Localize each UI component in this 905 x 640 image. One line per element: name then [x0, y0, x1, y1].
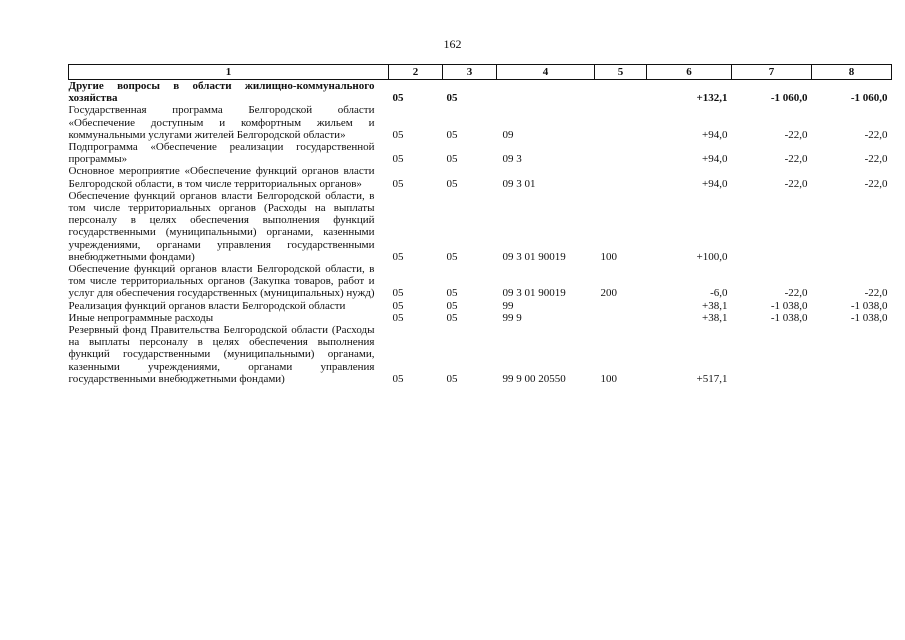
column-header: 6: [647, 65, 732, 80]
amount-col7: -1 038,0: [770, 311, 808, 324]
column-header: 1: [69, 65, 389, 80]
section-code: 05: [392, 153, 404, 166]
amount-col7: -22,0: [784, 153, 808, 166]
expense-type-code: [595, 165, 647, 189]
target-article-code: 09: [502, 128, 514, 141]
amount-col7: -22,0: [784, 177, 808, 190]
expense-type-code: 100: [600, 250, 617, 263]
row-name: Обеспечение функций органов власти Белгородской области, в том числе территориальных органов (Закупка товаров, работ и услуг для обеспечения государственных (муниципальных) нужд): [68, 263, 375, 300]
row-name: Реализация функций органов власти Белгородской области: [68, 299, 346, 312]
amount-col8: -22,0: [864, 128, 888, 141]
amount-col8: [812, 190, 892, 263]
amount-col7: -1 060,0: [770, 92, 808, 105]
table-row: [69, 312, 892, 324]
section-code: 05: [392, 128, 404, 141]
row-name: Обеспечение функций органов власти Белгородской области, в том числе территориальных органов (Расходы на выплаты персоналу в целях обеспечения выполнения функций государственными (муниципальными) органами, казенными учреждениями, органами управления государственными внебюджетными фондами): [68, 189, 375, 263]
amount-col6: -6,0: [710, 287, 728, 300]
row-name: Иные непрограммные расходы: [68, 311, 214, 324]
table-row: [69, 165, 892, 189]
expense-type-code: [595, 80, 647, 105]
row-name: Подпрограмма «Обеспечение реализации государственной программы»: [68, 141, 375, 166]
section-code: 05: [392, 177, 404, 190]
amount-col8: -22,0: [864, 287, 888, 300]
target-article-code: 09 3 01: [502, 177, 536, 190]
budget-table: [68, 64, 892, 385]
section-code: 05: [392, 299, 404, 312]
subsection-code: 05: [446, 299, 458, 312]
amount-col7: [732, 190, 812, 263]
section-code: 05: [392, 250, 404, 263]
amount-col6: +94,0: [702, 128, 728, 141]
amount-col6: +38,1: [702, 311, 728, 324]
amount-col7: -22,0: [784, 128, 808, 141]
section-code: 05: [392, 311, 404, 324]
target-article-code: 99 9 00 20550: [502, 372, 566, 385]
expense-type-code: [595, 141, 647, 165]
amount-col7: -1 038,0: [770, 299, 808, 312]
table-row: [69, 300, 892, 312]
amount-col8: -22,0: [864, 153, 888, 166]
section-code: 05: [392, 372, 404, 385]
amount-col8: -22,0: [864, 177, 888, 190]
table-row: [69, 324, 892, 385]
amount-col8: -1 038,0: [850, 311, 888, 324]
row-name: Государственная программа Белгородской области «Обеспечение доступным и комфортным жильем и коммунальными услугами жителей Белгородской области»: [68, 104, 375, 141]
target-article-code: 09 3 01 90019: [502, 250, 566, 263]
amount-col7: -22,0: [784, 287, 808, 300]
subsection-code: 05: [446, 128, 458, 141]
amount-col8: -1 060,0: [850, 92, 888, 105]
amount-col6: +132,1: [696, 92, 728, 105]
row-name: Основное мероприятие «Обеспечение функций органов власти Белгородской области, в том числе территориальных органов»: [68, 165, 375, 190]
column-header: 7: [732, 65, 812, 80]
amount-col8: [812, 324, 892, 385]
subsection-code: 05: [446, 153, 458, 166]
amount-col6: +100,0: [696, 250, 728, 263]
table-row: [69, 190, 892, 263]
row-name: Резервный фонд Правительства Белгородской области (Расходы на выплаты персоналу в целях обеспечения выполнения функций государственными (муниципальными) органами, казенными учреждениями, органами управления государственными внебюджетными фондами): [68, 324, 375, 385]
section-code: 05: [392, 92, 404, 105]
amount-col7: [732, 324, 812, 385]
section-code: 05: [392, 287, 404, 300]
table-row: [69, 141, 892, 165]
table-row: [69, 263, 892, 300]
subsection-code: 05: [446, 250, 458, 263]
column-header: 4: [497, 65, 595, 80]
row-name: Другие вопросы в области жилищно-коммунального хозяйства: [68, 80, 375, 105]
column-header: 2: [389, 65, 443, 80]
table-header-row: [69, 65, 892, 80]
column-header: 8: [812, 65, 892, 80]
subsection-code: 05: [446, 92, 458, 105]
amount-col8: -1 038,0: [850, 299, 888, 312]
column-header: 5: [595, 65, 647, 80]
subsection-code: 05: [446, 372, 458, 385]
target-article-code: 09 3 01 90019: [502, 287, 566, 300]
amount-col6: +94,0: [702, 153, 728, 166]
expense-type-code: [595, 300, 647, 312]
amount-col6: +38,1: [702, 299, 728, 312]
target-article-code: 99: [502, 299, 514, 312]
amount-col6: +517,1: [696, 372, 728, 385]
table-row: [69, 80, 892, 105]
target-article-code: 09 3: [502, 153, 522, 166]
subsection-code: 05: [446, 177, 458, 190]
subsection-code: 05: [446, 287, 458, 300]
expense-type-code: 200: [600, 287, 617, 300]
expense-type-code: 100: [600, 372, 617, 385]
target-article-code: [497, 80, 595, 105]
column-header: 3: [443, 65, 497, 80]
target-article-code: 99 9: [502, 311, 522, 324]
page-number: 162: [443, 37, 462, 51]
subsection-code: 05: [446, 311, 458, 324]
expense-type-code: [595, 312, 647, 324]
amount-col6: +94,0: [702, 177, 728, 190]
table-row: [69, 104, 892, 141]
expense-type-code: [595, 104, 647, 141]
